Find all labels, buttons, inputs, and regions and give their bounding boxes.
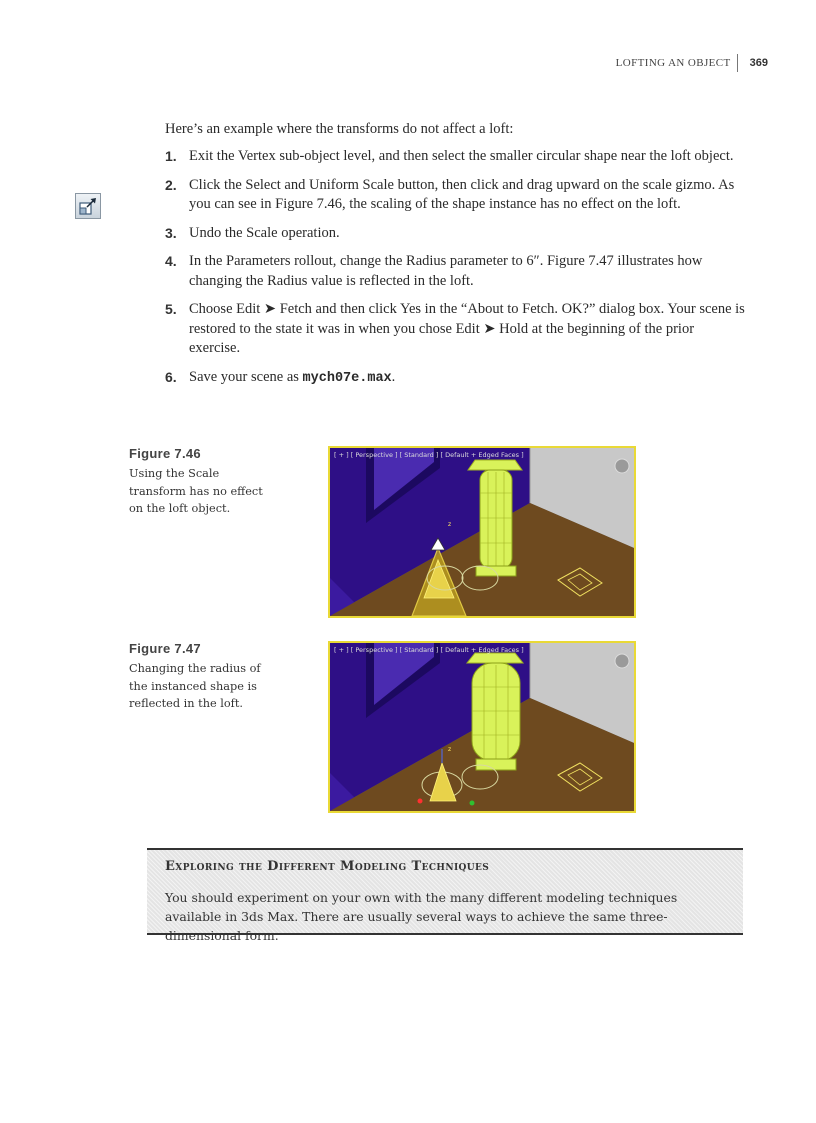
step-item xyxy=(165,300,745,359)
steps-list xyxy=(165,147,745,397)
step-text: Choose Edit ➤ Fetch and then click Yes in the “About to Fetch. OK?” dialog box. Your scene is restored to the state it was in when you chose Edit ➤ Hold at the beginning of the prior exercise. xyxy=(189,301,745,356)
figure-7-47-caption xyxy=(129,641,269,713)
step-text: Undo the Scale operation. xyxy=(189,224,340,241)
svg-text:z: z xyxy=(448,746,452,753)
sidebar-title: Exploring the Different Modeling Techniques xyxy=(165,859,490,874)
svg-text:z: z xyxy=(448,521,452,528)
step-item xyxy=(165,368,745,389)
step-text-after: . xyxy=(391,368,396,385)
step-text: In the Parameters rollout, change the Radius parameter to 6″. Figure 7.47 illustrates how changing the Radius value is reflected in the loft. xyxy=(189,253,703,289)
figure-description: Using the Scale transform has no effect on the loft object. xyxy=(129,467,263,515)
viewport-label: [ + ] [ Perspective ] [ Standard ] [ Default + Edged Faces ] xyxy=(334,451,524,459)
viewport-label: [ + ] [ Perspective ] [ Standard ] [ Default + Edged Faces ] xyxy=(334,646,524,654)
running-header xyxy=(616,54,768,72)
figure-7-47-viewport xyxy=(328,641,636,813)
step-text: Exit the Vertex sub-object level, and then select the smaller circular shape near the loft object. xyxy=(189,148,734,164)
figure-7-46-viewport xyxy=(328,446,636,618)
scene-render xyxy=(330,448,634,616)
step-item xyxy=(165,224,745,244)
running-title: LOFTING AN OBJECT xyxy=(615,57,731,69)
figure-label: Figure 7.46 xyxy=(129,446,201,461)
figure-description: Changing the radius of the instanced shape is reflected in the loft. xyxy=(129,662,261,710)
sidebar-text: You should experiment on your own with the many different modeling techniques available in 3ds Max. There are usually several ways to achieve the same three-dimensional form. xyxy=(165,890,678,943)
figure-7-46-caption xyxy=(129,446,269,518)
step-item xyxy=(165,252,745,291)
filename-code: mych07e.max xyxy=(302,370,392,386)
step-text: Click the Select and Uniform Scale button, then click and drag upward on the scale gizmo. As you can see in Figure 7.46, the scaling of the shape instance has no effect on the loft. xyxy=(189,176,735,212)
page-number: 369 xyxy=(749,57,768,69)
select-and-uniform-scale-icon xyxy=(75,193,101,219)
step-number: 5. xyxy=(165,301,177,317)
scene-render xyxy=(330,643,634,811)
step-number: 4. xyxy=(165,253,177,269)
step-number: 3. xyxy=(165,224,177,241)
step-text-before: Save your scene as xyxy=(189,368,303,385)
step-number: 1. xyxy=(165,148,177,164)
step-item xyxy=(165,176,745,215)
sidebar-box xyxy=(147,848,743,943)
step-item xyxy=(165,147,745,167)
intro-paragraph: Here’s an example where the transforms do not affect a loft: xyxy=(165,121,514,137)
step-number: 2. xyxy=(165,176,177,193)
step-text xyxy=(189,368,745,389)
step-number: 6. xyxy=(165,368,177,385)
figure-label: Figure 7.47 xyxy=(129,641,201,656)
